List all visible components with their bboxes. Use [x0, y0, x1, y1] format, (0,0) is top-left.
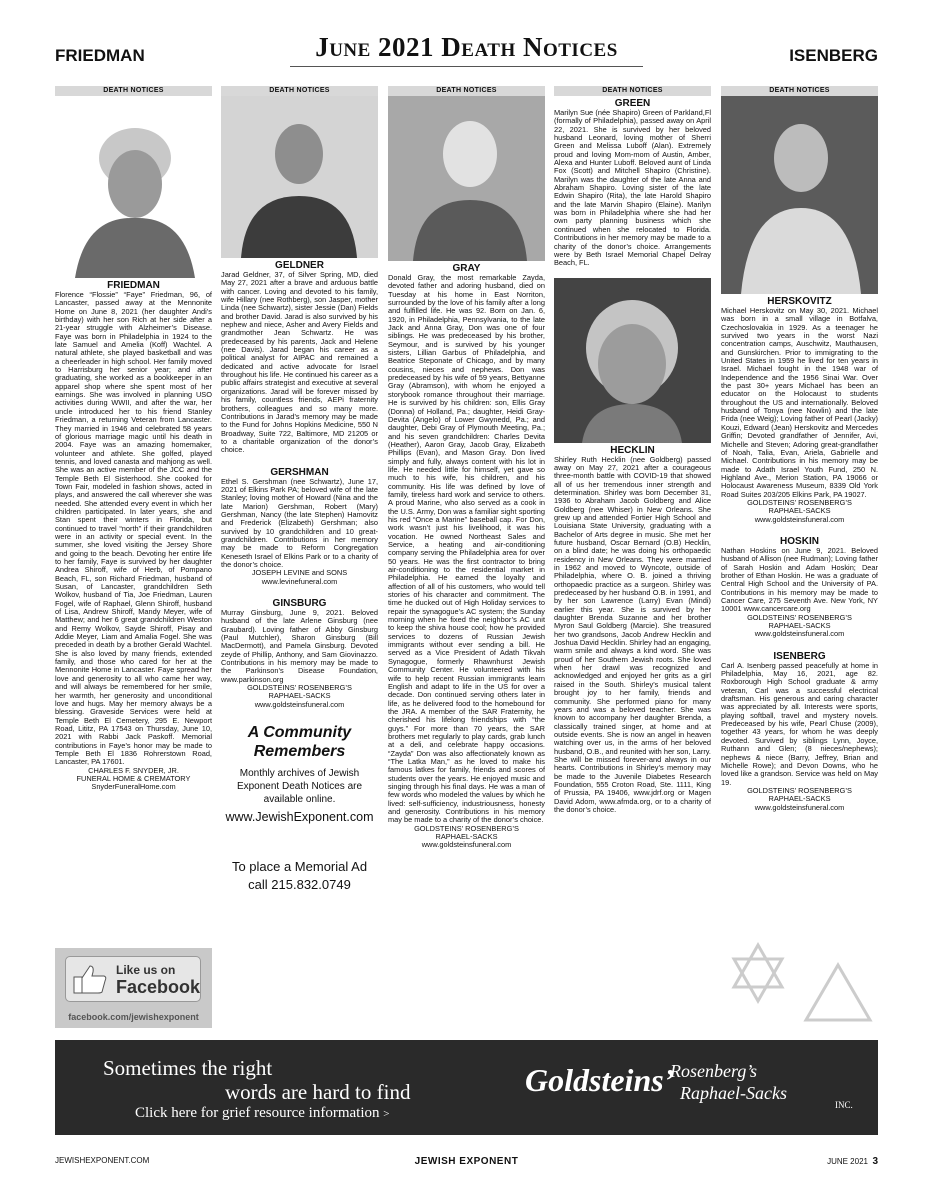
- notice-name-hecklin: HECKLIN: [610, 444, 655, 456]
- notice-text-gershman: Ethel S. Gershman (nee Schwartz), June 17, 2021 of Elkins Park PA; beloved wife of the late Stanley; loving mother of Howard (Nina and the late Marion) Gershman, Robert (Mary) Gershman, Nancy (the late Stephen) Hamovitz and Frederick (Elizabeth) Gershman; also survived by 10 grandchildren and 10 great-grandchildren. Contributions in her memory may be made to Reform Congregation Keneseth Israel of Elkins Park or to a charity of the donor’s choice.: [221, 476, 378, 569]
- section-tag: DEATH NOTICES: [221, 86, 378, 96]
- portrait-man-icon: [221, 96, 378, 258]
- funeral-home-link[interactable]: www.levinefuneral.com: [261, 576, 338, 586]
- funeral-home-line: RAPHAEL-SACKS: [435, 832, 498, 842]
- star-of-david-icon: [720, 935, 878, 1025]
- facebook-promo[interactable]: [55, 948, 212, 1028]
- column-2: [221, 86, 378, 1021]
- notice-name-green: GREEN: [614, 98, 651, 109]
- page-footer: [55, 1156, 878, 1170]
- notice-text-friedman: Florence “Flossie” “Faye” Friedman, 96, of Lancaster, passed away at the Mennonite Home on June 8, 2021 (her daughter Andi’s birthday) with her son Rich at her side after a 21-year struggle with Alzheimer’s Disease. Faye was born in Philadelphia in 1924 to the late Samuel and Amelia (Koff) Wachtel. A natural athlete, she played basketball and was a cheerleader in high school. Her family moved to Harrisburg her senior year; and after graduating, she worked as a bookkeeper in an apparel shop where she spent most of her earnings. She was involved in planning USO activities during WWII, and after the war, her uncle introduced her to his friend Stanley Friedman, a returning Veteran from Lancaster. They married in 1946 and celebrated 58 years of glorious marriage magic until his death in 2004. Faye was an amazing homemaker, volunteer and athlete. She golfed, played tennis, and loved canasta and mahjong as well. She was an active member of the JCC and the Temple Beth El Sisterhood. She cooked for Town Fair, modeled in fashion shows, acted in plays, and answered the call wherever she was needed. She attended every event in which her children participated. In later years, she and Stan spent their winters in Florida, but continued to travel “north” if their grandchildren were in an activity or special event. In the summer, she loved visiting the Jersey Shore and going to the beach. Devoting her entire life to her family, Faye is survived by her daughter Andrea Shiroff, wife of Herb, of Pompano Beach, FL, son Richard Friedman, husband of Susan, of Lancaster, grandchildren Seth Wolkov, husband of Tia, Joe Friedman, Lauren Fogel, wife of Raphael, Glenn Shiroff, husband of Lisa, Andrew Shiroff, Mandy Meyer, wife of Matthew; and her 6 great grandchildren Weston and Remy Wolkov, Sayde Shiroff, Pisay and Addie Meyer, Liam and Amalia Fogel. She was preceded in death by a brother Gerald Wachtel. She is also loved by many friends, extended family, and those who cared for her at the Mennonite Home in Lancaster. Faye spread her love and generosity to all who came her way, and will always be remembered for her smile, her warmth, her generosity and unconditional love and hugs. May her memory always be a blessing. Graveside Services were held at Temple Beth El Cemetery, 295 E. Newport Road, Lititz, PA 17543 on Thursday, June 10, 2021 with Rabbi Jack Paskoff. Memorial contributions in Faye’s honor may be made to Temple Beth El 1836 Rohrerstown Road, Lancaster, PA 17601.: [55, 290, 212, 767]
- notice-text-green: Marilyn Sue (née Shapiro) Green of Parkland,Fl (formally of Philadelphia), passed away on April 22, 2021. She is survived by her beloved husband Leonard, loving mother of Sherri Green and Melissa Luboff (Alan). Extremely proud and loving Mom-mom of Austin, Amber, Alexa and Hunter Luboff. Beloved aunt of Linda Fox (Scott) and Mitchell Shapiro (Christine). Marilyn was the daughter of the late Anna and Abraham Shapiro. Loving sister of the late Edwin Shapiro (Rita), the late Harold Shapiro and the late Marvin Shapiro (Elaine). Marilyn was born in Philadelphia where she had her own party planning business which she continued when she relocated to Florida. Contributions in her memory may be made to a charity of the donor’s choice. Arrangements were by Beth Israel Memorial Chapel Delray Beach, FL.: [554, 108, 711, 268]
- facebook-url[interactable]: facebook.com/jewishexponent: [68, 1012, 199, 1022]
- promo-title: A Community Remembers: [247, 724, 352, 761]
- banner-logo-inc: INC.: [835, 1100, 853, 1110]
- notice-name-friedman: FRIEDMAN: [107, 280, 160, 291]
- notice-name-herskovitz: HERSKOVITZ: [767, 296, 832, 307]
- banner-link[interactable]: [135, 1105, 389, 1122]
- banner-logo-secondary: [670, 1060, 787, 1104]
- header-right-name: ISENBERG: [789, 46, 878, 65]
- notice-text-gray: Donald Gray, the most remarkable Zayda, devoted father and adoring husband, died on Tuesday at his home in East Norriton, surrounded by the love of his family after a long and fulfilled life. He was 92. Born on Jan. 6, 1920, in Philadelphia, Pennsylvania, to the late Jack and Anna Gray, Don was one of four siblings. He was predeceased by his brother, Seymour, and is survived by his younger sisters, Lillian Garbus of Philadelphia, and Beatrice Steponate of Chicago, and by many cousins, nieces and nephews. Don was predeceased by his wife of 59 years, Bettyanne Gray (Abramson), with whom he enjoyed a storybook romance throughout their marriage. He is survived by his children: son, Ellis Gray (Donna) of Holland, Pa.; daughter, Heidi Gray-Devita (Angelo) of Lower Gwynedd, Pa.; and daughter, Debi Gray of Plymouth Meeting, Pa.; and his seven grandchildren: Charles Devita (Heather), Aaron Gray, Jacob Gray, Elizabeth Phillips (Evan), and Mason Gray. Don lived simply and fully, always content with his lot in life. He needed little for himself, yet gave so much to his wife, his children, and his community. His life was defined by love of family, tireless hard work and service to others. A proud Marine, who also served as a cook in the U.S. Army, Don was a familiar sight sporting his red “Once a Marine” baseball cap. For Don, work wasn’t just his livelihood, it was his vocation. He owned Northeast Sales and Service, a heating and air-conditioning company serving the Philadelphia area for over 50 years. He was the first contractor to bring air-conditioning to the residential market in Philadelphia. He earned the loyalty and affection of all of his customers, who would tell stories of his character and commitment. The time he ducked out of High Holiday services to repair the synagogue’s AC system; the Sunday morning when he fixed the neighbor’s AC unit to keep the shiva house cool; how he provided services to dozens of Russian Jewish immigrants without ever sending a bill. He served as a Vice President of Adath Tikvah Synagogue, formerly Rhawnhurst Jewish Community Center. He volunteered with his wife to help recent Russian immigrants learn English and adapt to life in the US for over a decade. Don continued serving others later in life, as he delivered food to the homebound for the JRA. A member of the SAR Fraternity, he cherished his lifelong friendships with “the guys.” For more than 70 years, the SAR brothers met regularly to play cards, grab lunch at a deli, and celebrate happy occasions. “Zayda” Don was also affectionately known as “The Latka Man,” as he loved to make his famous latkes for family, friends and scores of students over the years. He enjoyed music and singing through his final days. He was a man of few words who modeled the values by which he lived: self-sufficiency, industriousness, honesty and generosity. Contributions in his memory may be made to a charity of the donor’s choice.: [388, 273, 545, 825]
- notice-name-isenberg: ISENBERG: [773, 650, 826, 662]
- funeral-home-line: RAPHAEL-SACKS: [268, 691, 331, 701]
- banner-line-2: words are hard to find: [225, 1080, 411, 1104]
- funeral-home-line: GOLDSTEINS’ ROSENBERG’S: [247, 683, 352, 693]
- banner-line-1: Sometimes the right: [103, 1056, 273, 1080]
- funeral-home-line-1: CHARLES F. SNYDER, JR.: [88, 765, 179, 775]
- memorial-phone: call 215.832.0749: [248, 877, 351, 893]
- column-3: [388, 86, 545, 1021]
- banner-logo-raphael: Raphael-Sacks: [680, 1083, 787, 1103]
- funeral-home-line: RAPHAEL-SACKS: [768, 506, 831, 516]
- herskovitz-photo: [721, 96, 878, 294]
- geldner-photo: [221, 96, 378, 258]
- notice-text-hoskin: Nathan Hoskins on June 9, 2021. Beloved husband of Allison (nee Rudman); Loving father of Sarah Hoskin and Adam Hoskin; Dear brother of Ethan Hoskin. He was a graduate of Central High School and the University of PA. Contributions in his memory may be made to Cancer Care, 275 Seventh Ave. New York, NY 10001 www.cancercare.org: [721, 545, 878, 614]
- notice-text-isenberg: Carl A. Isenberg passed peacefully at home in Philadelphia, May 16, 2021, age 82. Roxborough High School graduate & army veteran, Carl was a successful electrical draftsman. His generous and caring character was appreciated by all. Interests were sports, playing softball, travel and mystery novels. Predeceased by his wife, Pearl Chuse (2009), together 43 years, for whom he was deeply devoted. Survived by siblings Lynn, Joyce, Ruthann and Glen; (8 nieces/nephews); nephews & niece (Barry, Jeffrey, Brian and Michelle Rowe); and Devon Downs, who he loved like a grandson. Service was held on May 19.: [721, 660, 878, 787]
- facebook-like-text: Like us on: [116, 963, 176, 977]
- portrait-man-icon: [721, 96, 878, 294]
- banner-link-text: Click here for grief resource information: [135, 1105, 380, 1121]
- section-tag: DEATH NOTICES: [721, 86, 878, 96]
- funeral-home-link[interactable]: www.goldsteinsfuneral.com: [754, 802, 845, 812]
- banner-logo-goldsteins: Goldsteins’: [525, 1062, 675, 1098]
- notice-name-gershman: GERSHMAN: [270, 466, 329, 478]
- funeral-home-line: RAPHAEL-SACKS: [768, 621, 831, 631]
- funeral-home-link[interactable]: www.goldsteinsfuneral.com: [754, 514, 845, 524]
- notice-text-geldner: Jarad Geldner, 37, of Silver Spring, MD, died May 27, 2021 after a brave and arduous battle with cancer. Loving and devoted to his family, wife Hillary (nee Rothberg), son Jasper, mother Linda (nee Schwartz), sister Jessie (Dan) Fields and brother David. Jarad is also survived by his nephew and niece, Asher and Avery Fields and grandmother Jean Schwartz. He was predeceased by his parents, Jack and Helene (nee Davis). Jarad began his career as a political analyst for AIPAC and remained a dedicated and active advocate for Israel throughout his life. He continued his career as a public affairs strategist and executive at several organizations. Jarad will be forever missed by his family, countless friends, AEPi fraternity brothers, colleagues and so many more. Contributions in Jarad’s memory may be made to the Fund for Johns Hopkins Medicine, 550 N Broadway, Suite 722, Baltimore, MD 21205 or to a charitable organization of the donor’s choice.: [221, 270, 378, 455]
- notice-text-hecklin: Shirley Ruth Hecklin (nee Goldberg) passed away on May 27, 2021 after a courageous three-month battle with COVID-19 that showed all of us her tremendous inner strength and determination. Shirley was born December 31, 1936 to Abraham Jacob Goldberg and Alice Goldberg (nee Whiser) in New Orleans. She grew up and attended Fortier High School and Louisiana State University, graduating with a Bachelor of Arts degree in music. She met her future husband, Oscar Bernard (O.B) Hecklin, on a blind date; he was doing his orthopaedic residency in New Orleans. They were married in 1962 and moved to Wyncote, outside of Philadelphia, where O. B. joined a thriving orthopaedic practice as a surgeon. Shirley was predeceased by her husband O.B. in 1991, and by her son Lawrence (Larry) Evan (Mindi) earlier this year. She is survived by her daughter Brenda Suzanne and her brother Myron Saul Goldberg (Marcie). She treasured her two grandsons, Jacob Andrew Hecklin and Joshua David Hecklin. Shirley had an engaging, warm smile and always a kind word. She was proud of her Southern Jewish roots. She loved when her drawl was recognized and acknowledged and enjoyed her grits as a girl raised in the South. Shirley’s musical talent brought joy to her family, friends and community. She performed piano for many years and was a beloved teacher. She was known to accompany her daughter Brenda, a classically trained singer, at home and at outside events. She is now an angel in heaven watching over us, in the arms of her beloved husband, O.B., and reunited with her son, Larry. She will be missed forever-and always in our hearts. Contributions in Shirley’s memory may be made to the Juvenile Diabetes Research Foundation, 555 Croton Road, Ste. 1111, King of Prussia, PA 19406, www.jdrf.org or Magen David Adom, www.afmda.org, or to a charity of the donor’s choice.: [554, 454, 711, 814]
- memorial-line-1: To place a Memorial Ad: [231, 859, 368, 875]
- memorial-ad-info: [221, 858, 378, 894]
- funeral-home-link[interactable]: www.goldsteinsfuneral.com: [254, 699, 345, 709]
- funeral-home-link[interactable]: SnyderFuneralHome.com: [91, 782, 176, 792]
- page-header: [55, 32, 878, 82]
- portrait-woman-icon: [55, 96, 212, 278]
- funeral-home-line-2: FUNERAL HOME & CREMATORY: [76, 773, 191, 783]
- funeral-home-link[interactable]: www.goldsteinsfuneral.com: [754, 629, 845, 639]
- section-tag: DEATH NOTICES: [554, 86, 711, 96]
- funeral-home-line: JOSEPH LEVINE and SONS: [251, 568, 348, 578]
- funeral-home-line: GOLDSTEINS’ ROSENBERG’S: [747, 612, 852, 622]
- page-title: June 2021 Death Notices: [315, 32, 618, 62]
- title-rule: [290, 66, 643, 67]
- notice-name-ginsburg: GINSBURG: [272, 598, 327, 610]
- column-1: [55, 86, 212, 1021]
- section-tag: DEATH NOTICES: [55, 86, 212, 96]
- column-5: [721, 86, 878, 1021]
- thumbs-up-icon: [72, 963, 108, 995]
- header-left-name: FRIEDMAN: [55, 46, 145, 65]
- facebook-like-button[interactable]: [65, 956, 201, 1002]
- hecklin-photo: [554, 278, 711, 443]
- funeral-home-line: RAPHAEL-SACKS: [768, 794, 831, 804]
- chevron-right-icon: >: [383, 1108, 390, 1120]
- section-tag: DEATH NOTICES: [388, 86, 545, 96]
- footer-date: JUNE 2021: [827, 1157, 868, 1166]
- community-promo: [221, 723, 378, 824]
- funeral-home-line: GOLDSTEINS’ ROSENBERG’S: [414, 823, 519, 833]
- footer-website[interactable]: JEWISHEXPONENT.COM: [55, 1156, 150, 1165]
- friedman-photo: [55, 96, 212, 278]
- promo-link[interactable]: www.JewishExponent.com: [225, 810, 374, 825]
- footer-publication: JEWISH EXPONENT: [414, 1156, 519, 1167]
- promo-text: Monthly archives of Jewish Exponent Death Notices are available online.: [236, 768, 363, 806]
- funeral-home-link[interactable]: www.goldsteinsfuneral.com: [421, 840, 512, 850]
- facebook-name: Facebook: [116, 977, 201, 997]
- grief-resource-banner[interactable]: [55, 1040, 878, 1135]
- notice-name-gray: GRAY: [452, 263, 481, 274]
- portrait-man-icon: [388, 96, 545, 261]
- funeral-home-line: GOLDSTEINS’ ROSENBERG’S: [747, 497, 852, 507]
- footer-date-page: [827, 1156, 878, 1167]
- portrait-woman-icon: [554, 278, 711, 443]
- column-4: [554, 86, 711, 1021]
- notice-text-ginsburg: Murray Ginsburg, June 9, 2021. Beloved husband of the late Arlene Ginsburg (nee Graubard). Loving father of Abby Ginsburg (Paul Mutchler), Sharon Ginsburg (Bill MacDermott), and Pamela Ginsburg. Devoted zeyde of Phillip, Anthony, and Sam Giovinazzo. Contributions in his memory may be made to the Parkinson’s Disease Foundation, www.parkinson.org: [221, 608, 378, 684]
- banner-logo-rosenbergs: Rosenberg’s: [670, 1061, 757, 1081]
- gray-photo: [388, 96, 545, 261]
- notice-name-hoskin: HOSKIN: [780, 535, 819, 547]
- funeral-home-line: GOLDSTEINS’ ROSENBERG’S: [747, 785, 852, 795]
- notice-name-geldner: GELDNER: [275, 260, 324, 271]
- notice-text-herskovitz: Michael Herskovitz on May 30, 2021. Michael was born in a small village in Botfalva, Czechoslovakia in 1929. As a teenager he survived two years in the worst Nazi concentration camps, Auschwitz, Mauthausen, and Gunskirchen. Prior to immigrating to the United States in 1959 he lived for ten years in Israel. Michael fought in the 1948 war of Independence and the 1956 Sinai War. Over the past 30+ years Michael has been an educator on the Holocaust to students throughout the US and internationally. Beloved husband of Tonya (nee Nowlin) and the late Frida (nee Weig); Loving father of Pearl (Jacky) Kouzi, Edward (Jean) Herskovitz and Mercedes Griffin; Devoted grandfather of Jennifer, Avi, Michelle and Steven; Adoring great-grandfather of Noah, Talia, Evan, Ariela, Gabrielle and Michael. Contributions in his memory may be made to Adath Israel Youth Fund, 250 N. Highland Ave., Merion Station, PA 19066 or Holocaust Awareness Museum, 8339 Old York Road Suites 203/205 Elkins Park, PA 19027.: [721, 306, 878, 499]
- page-number: 3: [872, 1156, 878, 1167]
